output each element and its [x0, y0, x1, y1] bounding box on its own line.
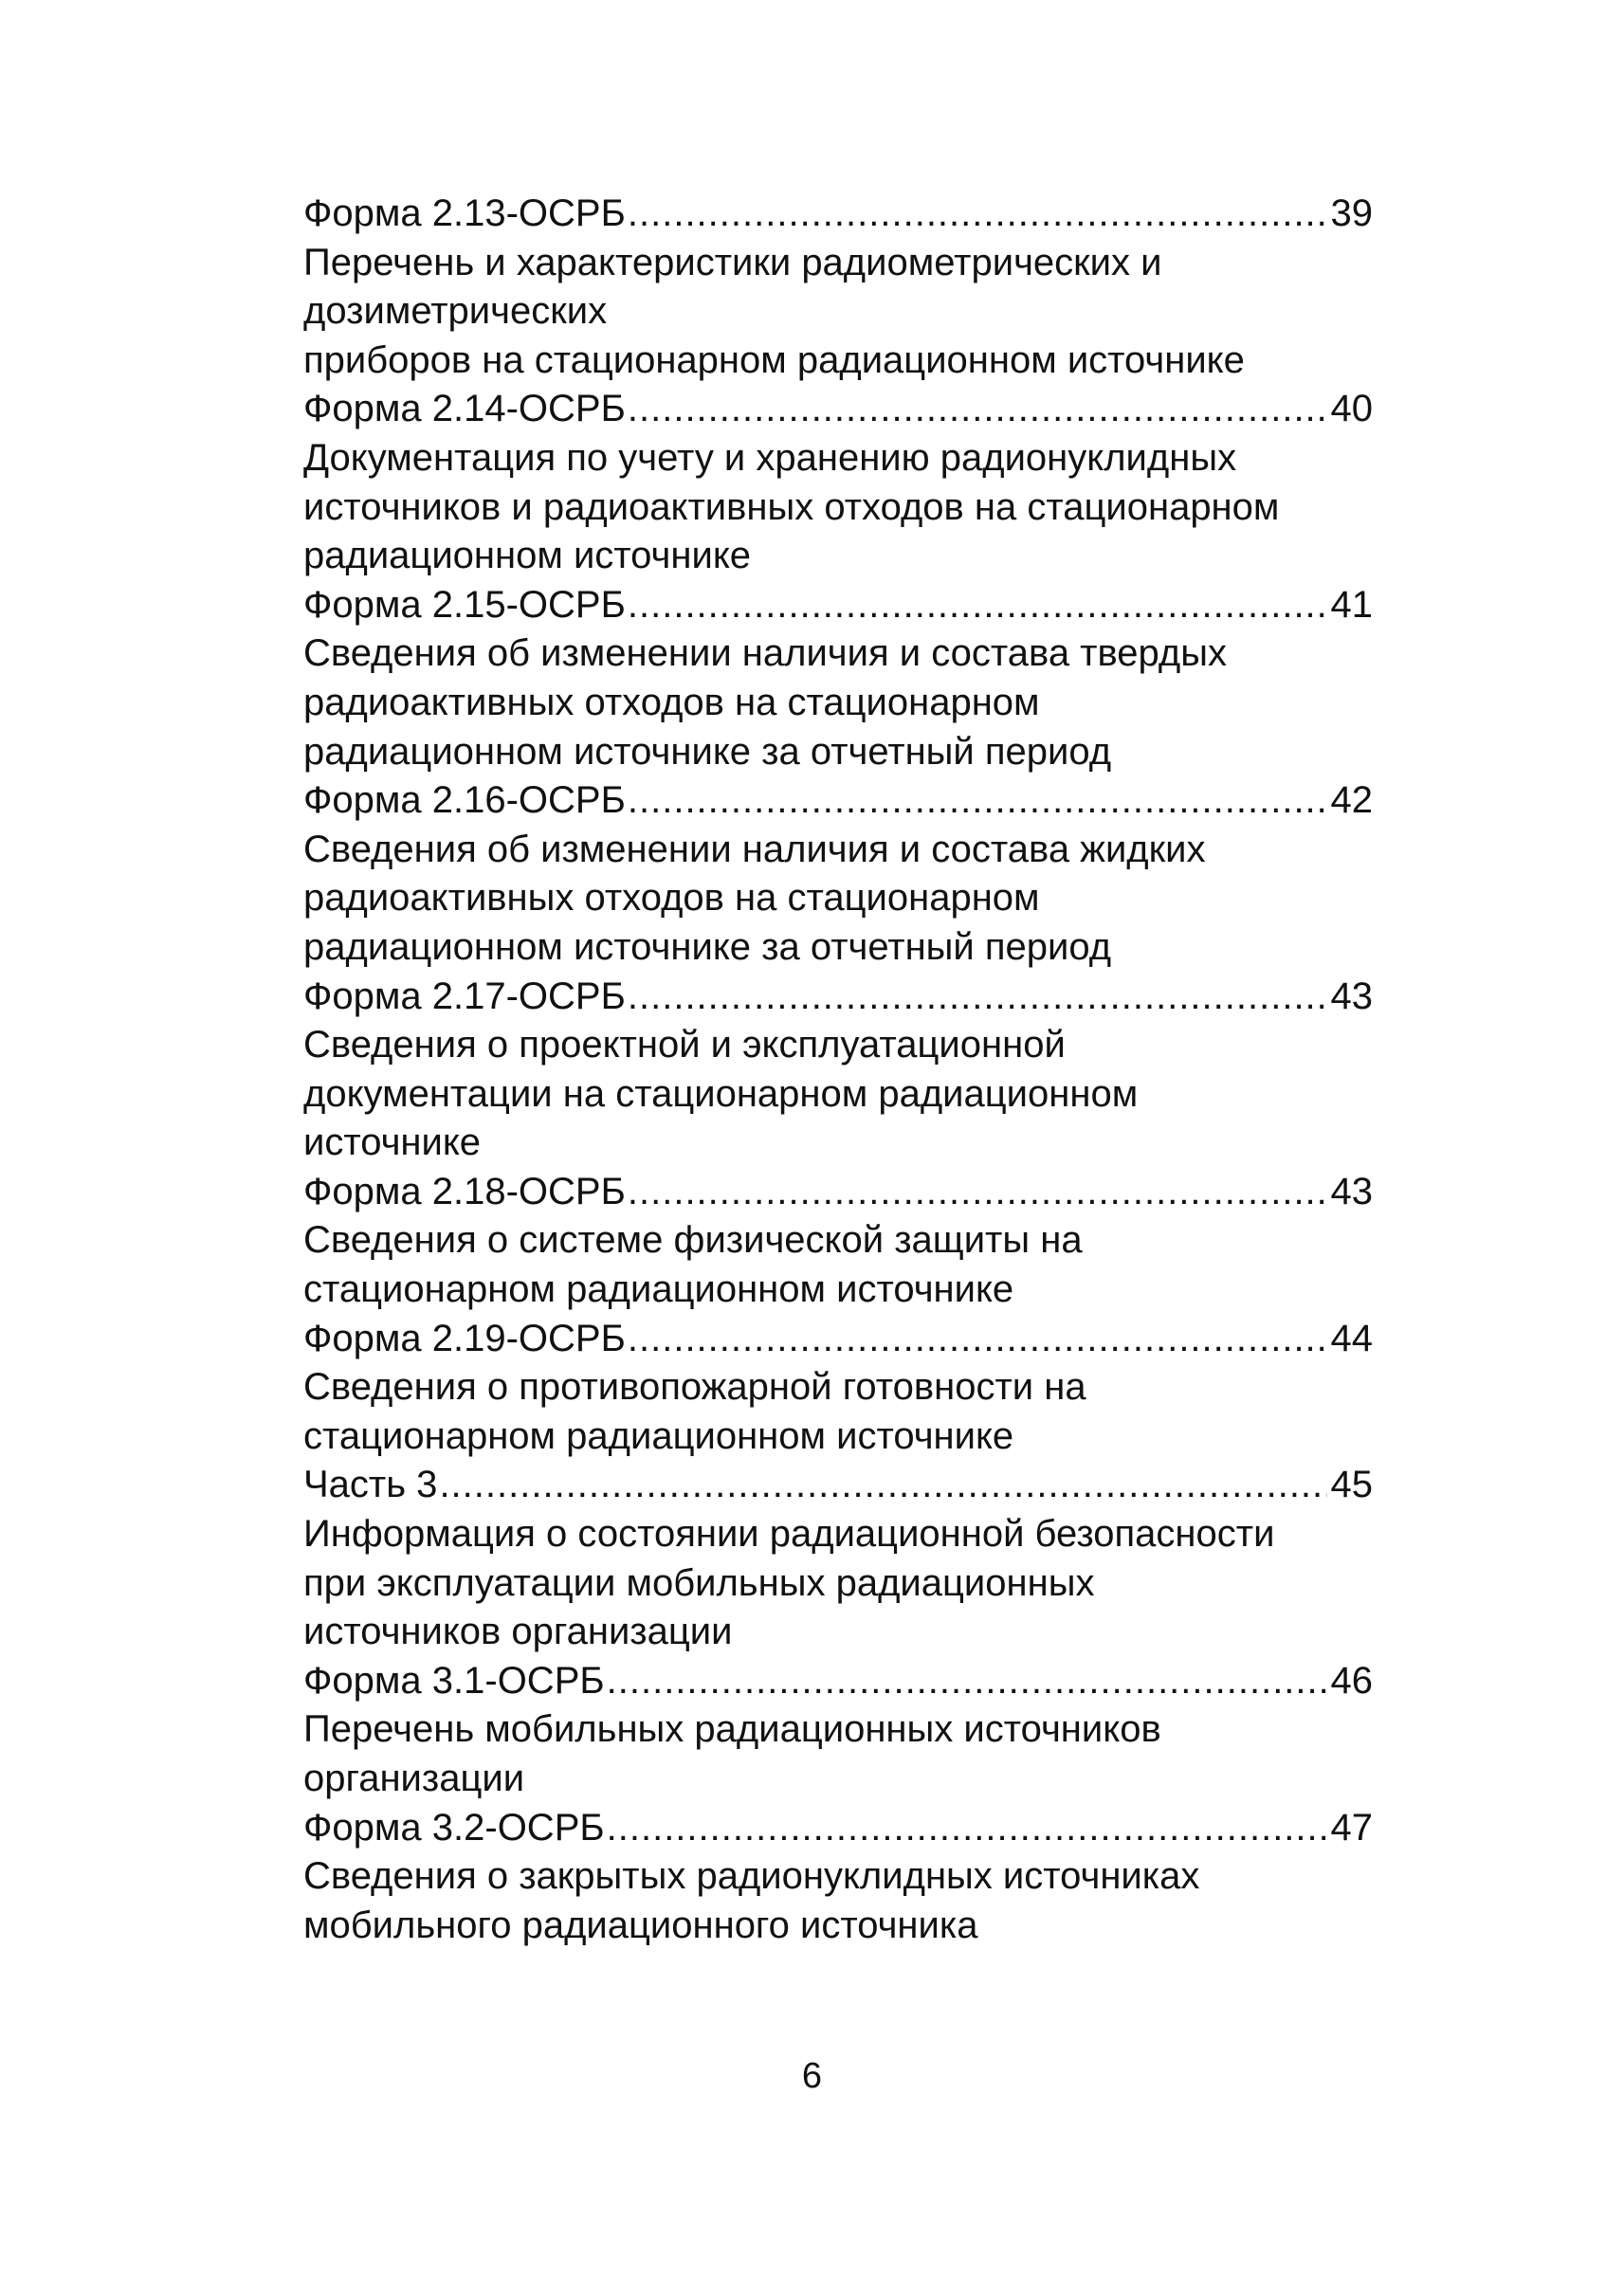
toc-entry-label: Часть 3 — [303, 1464, 438, 1506]
toc-entry-description-line: стационарном радиационном источнике — [303, 1414, 1014, 1457]
toc-entry — [303, 1168, 1394, 1315]
toc-entry-page-number: 47 — [1330, 1806, 1373, 1849]
toc-entry-page-number: 40 — [1330, 388, 1373, 430]
toc-entry-page-number: 44 — [1330, 1317, 1373, 1359]
toc-entry-heading — [303, 776, 1373, 826]
toc-entry-page-number: 43 — [1330, 975, 1373, 1017]
toc-entry-description-line: Сведения о системе физической защиты на — [303, 1219, 1083, 1262]
toc-entry-label: Форма 2.17-ОСРБ — [303, 975, 626, 1017]
toc-entry-description-line: стационарном радиационном источнике — [303, 1268, 1014, 1311]
toc-entry-description-line: приборов на стационарном радиационном источнике — [303, 338, 1245, 381]
table-of-contents — [303, 190, 1394, 1950]
toc-entry — [303, 1461, 1394, 1656]
toc-entry-label: Форма 2.19-ОСРБ — [303, 1317, 626, 1359]
toc-entry-label: Форма 2.13-ОСРБ — [303, 192, 626, 234]
toc-entry-page-number: 42 — [1330, 779, 1373, 822]
toc-entry — [303, 1657, 1394, 1804]
toc-entry — [303, 385, 1394, 580]
toc-dot-leader — [628, 190, 1327, 239]
toc-entry-heading — [303, 190, 1373, 239]
toc-entry-label: Форма 2.14-ОСРБ — [303, 388, 626, 430]
toc-entry-description-line: радиационном источнике за отчетный период — [303, 925, 1112, 968]
toc-dot-leader — [628, 1168, 1327, 1217]
toc-entry-description-line: источнике — [303, 1121, 482, 1164]
toc-entry — [303, 581, 1394, 776]
toc-dot-leader — [628, 776, 1327, 826]
toc-entry-description-line: при эксплуатации мобильных радиационных — [303, 1561, 1095, 1604]
toc-entry-description-line: радиоактивных отходов на стационарном — [303, 877, 1040, 920]
toc-entry-heading — [303, 1461, 1373, 1510]
toc-dot-leader — [628, 1315, 1327, 1364]
toc-entry-label: Форма 2.18-ОСРБ — [303, 1170, 626, 1212]
toc-entry-description-line: источников организации — [303, 1611, 733, 1653]
toc-entry-description-line: документации на стационарном радиационном — [303, 1072, 1139, 1115]
toc-entry-label: Форма 2.16-ОСРБ — [303, 779, 626, 822]
toc-dot-leader — [628, 385, 1327, 434]
toc-entry-description-line: Сведения о противопожарной готовности на — [303, 1366, 1086, 1409]
toc-entry-description-line: радиационном источнике — [303, 535, 752, 577]
toc-dot-leader — [628, 581, 1327, 630]
toc-entry-page-number: 41 — [1330, 583, 1373, 626]
toc-entry-description-line: радиационном источнике за отчетный период — [303, 730, 1112, 773]
toc-entry-heading — [303, 1168, 1373, 1217]
toc-entry-description-line: мобильного радиационного источника — [303, 1904, 978, 1946]
toc-entry-description-line: Сведения о проектной и эксплуатационной — [303, 1024, 1066, 1066]
toc-entry-heading — [303, 1315, 1373, 1364]
toc-entry-description-line: дозиметрических — [303, 290, 608, 333]
toc-entry-heading — [303, 1657, 1373, 1706]
toc-entry-description-line: Документация по учету и хранению радионуклидных — [303, 436, 1237, 479]
toc-entry — [303, 973, 1394, 1168]
toc-entry-page-number: 45 — [1330, 1464, 1373, 1506]
toc-entry-heading — [303, 385, 1373, 434]
toc-entry-description-line: Сведения об изменении наличия и состава жидких — [303, 828, 1206, 870]
toc-entry-heading — [303, 581, 1373, 630]
toc-entry-description-line: Перечень мобильных радиационных источников — [303, 1708, 1161, 1751]
toc-entry-description-line: источников и радиоактивных отходов на стационарном — [303, 485, 1280, 528]
toc-entry-label: Форма 3.1-ОСРБ — [303, 1659, 605, 1702]
toc-dot-leader — [607, 1657, 1327, 1706]
toc-entry-description-line: Информация о состоянии радиационной безопасности — [303, 1513, 1275, 1556]
toc-entry-description-line: Сведения о закрытых радионуклидных источниках — [303, 1855, 1200, 1898]
toc-entry-page-number: 39 — [1330, 192, 1373, 234]
toc-entry — [303, 776, 1394, 972]
toc-entry-heading — [303, 1804, 1373, 1853]
toc-entry-label: Форма 2.15-ОСРБ — [303, 583, 626, 626]
toc-entry — [303, 1315, 1394, 1462]
toc-entry-description-line: Перечень и характеристики радиометрических и — [303, 241, 1162, 283]
page-number: 6 — [801, 2056, 823, 2096]
toc-entry-heading — [303, 973, 1373, 1022]
toc-dot-leader — [607, 1804, 1327, 1853]
toc-entry-description-line: радиоактивных отходов на стационарном — [303, 681, 1040, 723]
toc-entry-label: Форма 3.2-ОСРБ — [303, 1806, 605, 1849]
toc-entry — [303, 190, 1394, 385]
toc-entry-description-line: организации — [303, 1758, 525, 1799]
toc-dot-leader — [439, 1461, 1326, 1510]
toc-entry-page-number: 43 — [1330, 1170, 1373, 1212]
toc-entry — [303, 1804, 1394, 1951]
toc-dot-leader — [628, 973, 1327, 1022]
toc-entry-page-number: 46 — [1330, 1659, 1373, 1702]
toc-entry-description-line: Сведения об изменении наличия и состава твердых — [303, 632, 1227, 675]
